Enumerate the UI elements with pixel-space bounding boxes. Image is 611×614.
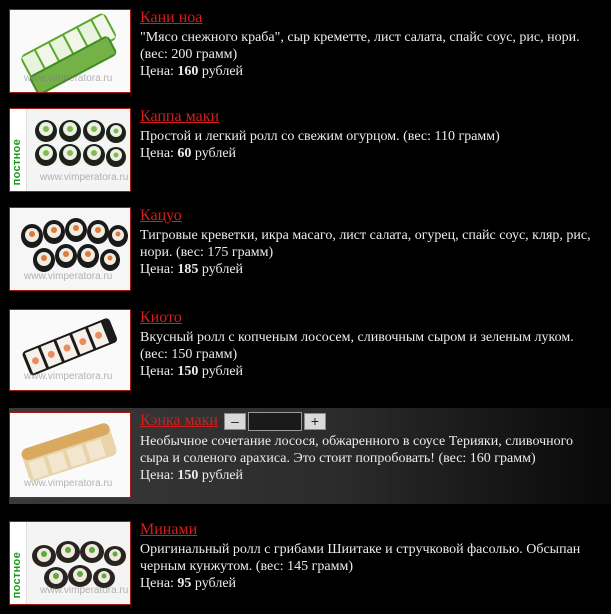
- item-description: Тигровые креветки, икра масаго, лист салата, огурец, спайс соус, кляр, рис, нори. (вес: 175 грамм): [140, 228, 591, 260]
- price-value: 150: [177, 468, 199, 483]
- item-description: Вкусный ролл с копченым лососем, сливочным сыром и зеленым луком. (вес: 150 грамм): [140, 330, 574, 362]
- watermark: www.vimperatora.ru: [24, 73, 113, 84]
- price-suffix: рублей: [201, 64, 244, 79]
- item-price: [140, 261, 603, 278]
- price-suffix: рублей: [194, 146, 237, 161]
- product-image[interactable]: [9, 9, 131, 93]
- price-prefix: Цена:: [140, 146, 174, 161]
- price-value: 95: [177, 576, 192, 591]
- price-value: 160: [177, 64, 199, 79]
- price-suffix: рублей: [201, 468, 244, 483]
- price-prefix: Цена:: [140, 468, 174, 483]
- item-title-link[interactable]: Кацуо: [140, 207, 182, 224]
- fasting-label: постное: [11, 551, 23, 598]
- item-price: [140, 145, 603, 162]
- product-image[interactable]: [9, 309, 131, 391]
- item-price: [140, 363, 603, 380]
- item-description: Необычное сочетание лосося, обжаренного в соусе Терияки, сливочного сыра и соленого арахиса. Это стоит попробовать! (вес: 160 грамм): [140, 434, 574, 466]
- price-value: 60: [177, 146, 192, 161]
- item-title-link[interactable]: Кани ноа: [140, 9, 203, 26]
- item-title-link[interactable]: Каппа маки: [140, 108, 220, 125]
- price-prefix: Цена:: [140, 262, 174, 277]
- price-suffix: рублей: [194, 576, 237, 591]
- item-price: [140, 63, 603, 80]
- watermark: www.vimperatora.ru: [24, 478, 113, 489]
- product-image[interactable]: [9, 108, 131, 192]
- price-prefix: Цена:: [140, 64, 174, 79]
- fasting-badge: [10, 109, 27, 191]
- item-title-link[interactable]: Минами: [140, 521, 198, 538]
- price-value: 185: [177, 262, 199, 277]
- fasting-badge: [10, 522, 27, 604]
- item-description: Простой и легкий ролл со свежим огурцом. (вес: 110 грамм): [140, 129, 500, 144]
- item-title-link[interactable]: Кэнка маки: [140, 412, 218, 429]
- product-image[interactable]: [9, 521, 131, 605]
- price-suffix: рублей: [201, 262, 244, 277]
- item-title-link[interactable]: Киото: [140, 309, 182, 326]
- price-suffix: рублей: [201, 364, 244, 379]
- product-image[interactable]: [9, 412, 131, 498]
- price-prefix: Цена:: [140, 576, 174, 591]
- watermark: www.vimperatora.ru: [40, 172, 129, 183]
- quantity-input[interactable]: [248, 412, 302, 431]
- fasting-label: постное: [11, 138, 23, 185]
- quantity-stepper: [224, 412, 326, 431]
- decrement-button[interactable]: –: [224, 413, 246, 430]
- item-description: Оригинальный ролл с грибами Шиитаке и стручковой фасолью. Обсыпан черным кунжутом. (вес: 145 грамм): [140, 542, 581, 574]
- item-price: [140, 467, 603, 484]
- watermark: www.vimperatora.ru: [40, 585, 129, 596]
- item-price: [140, 575, 603, 592]
- product-image[interactable]: [9, 207, 131, 291]
- price-value: 150: [177, 364, 199, 379]
- increment-button[interactable]: +: [304, 413, 326, 430]
- item-description: "Мясо снежного краба", сыр креметте, лист салата, спайс соус, рис, нори. (вес: 200 грамм): [140, 30, 580, 62]
- price-prefix: Цена:: [140, 364, 174, 379]
- watermark: www.vimperatora.ru: [24, 271, 113, 282]
- watermark: www.vimperatora.ru: [24, 371, 113, 382]
